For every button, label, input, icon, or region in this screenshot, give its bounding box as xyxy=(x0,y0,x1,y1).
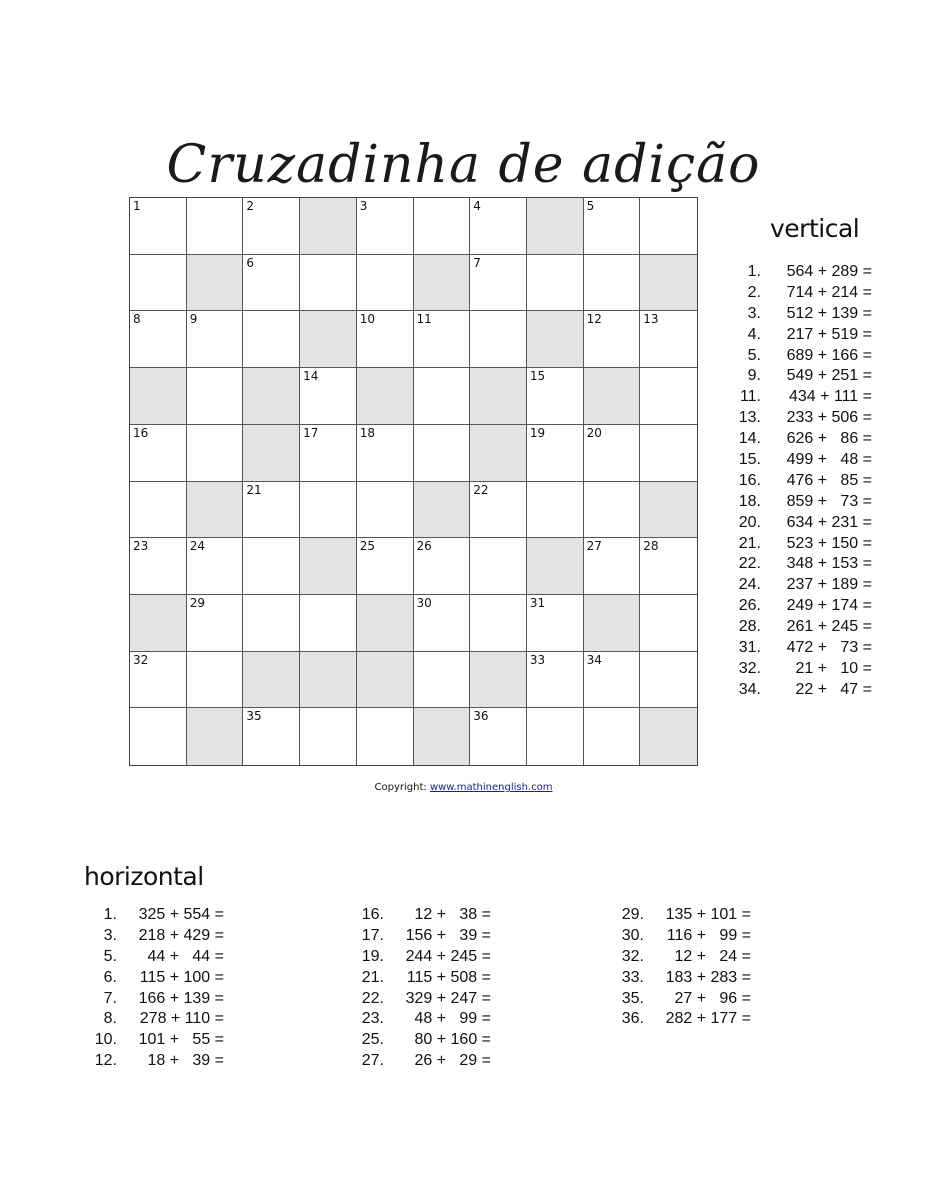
clue-number: 16. xyxy=(738,471,761,489)
vertical-clue-list xyxy=(727,262,872,701)
grid-cell[interactable] xyxy=(584,482,641,539)
clue-expression: 183 + 283 = xyxy=(665,968,751,986)
grid-cell[interactable] xyxy=(527,652,584,709)
copyright-line xyxy=(0,782,927,793)
clue-number: 2. xyxy=(747,283,761,301)
cell-number: 28 xyxy=(643,539,659,554)
grid-block-cell xyxy=(470,652,527,709)
grid-block-cell xyxy=(357,368,414,425)
cell-number: 33 xyxy=(529,652,546,667)
clue-number: 32. xyxy=(621,947,644,965)
grid-cell[interactable] xyxy=(584,425,641,482)
clue-item xyxy=(727,638,872,659)
cell-number: 7 xyxy=(473,255,481,270)
cell-number: 29 xyxy=(189,595,205,610)
clue-number: 19. xyxy=(361,947,384,965)
clue-expression: 523 + 150 = xyxy=(786,534,872,552)
cell-number: 18 xyxy=(359,425,376,440)
clue-item xyxy=(600,968,751,989)
cell-number: 22 xyxy=(473,482,489,497)
grid-cell[interactable] xyxy=(187,368,244,425)
clue-number: 3. xyxy=(103,926,117,944)
grid-cell[interactable] xyxy=(243,482,300,539)
clue-number: 32. xyxy=(738,659,761,677)
clue-expression: 44 + 44 = xyxy=(147,947,224,965)
crossword-grid xyxy=(129,197,698,766)
clue-item xyxy=(600,905,751,926)
grid-cell[interactable] xyxy=(584,198,641,255)
clue-number: 6. xyxy=(103,968,117,986)
grid-cell[interactable] xyxy=(130,482,187,539)
clue-expression: 278 + 110 = xyxy=(139,1010,224,1028)
clue-number: 9. xyxy=(747,367,761,385)
clue-number: 22. xyxy=(738,555,761,573)
clue-item xyxy=(727,408,872,429)
cell-number: 14 xyxy=(303,369,319,384)
grid-cell[interactable] xyxy=(300,708,357,765)
cell-number: 24 xyxy=(189,539,205,554)
clue-item xyxy=(727,534,872,555)
clue-item xyxy=(73,926,224,947)
clue-item xyxy=(727,680,872,701)
grid-block-cell xyxy=(187,255,244,312)
clue-item xyxy=(600,926,751,947)
grid-block-cell xyxy=(243,425,300,482)
clue-item xyxy=(727,471,872,492)
grid-cell[interactable] xyxy=(527,595,584,652)
clue-number: 20. xyxy=(738,513,761,531)
clue-item xyxy=(727,346,872,367)
clue-expression: 325 + 554 = xyxy=(138,906,224,923)
clue-item xyxy=(727,387,872,408)
copyright-link[interactable]: www.mathinenglish.com xyxy=(429,782,553,793)
clue-item xyxy=(727,596,872,617)
grid-cell[interactable] xyxy=(357,255,414,312)
grid-cell[interactable] xyxy=(357,425,414,482)
clue-item xyxy=(73,947,224,968)
grid-cell[interactable] xyxy=(640,368,697,425)
grid-cell[interactable] xyxy=(584,311,641,368)
grid-cell[interactable] xyxy=(130,708,187,765)
clue-expression: 626 + 86 = xyxy=(786,430,872,448)
cell-number: 8 xyxy=(133,312,141,327)
grid-block-cell xyxy=(130,368,187,425)
grid-cell[interactable] xyxy=(300,255,357,312)
clue-item xyxy=(727,492,872,513)
clue-number: 3. xyxy=(747,304,761,322)
copyright-label: Copyright: xyxy=(374,782,427,793)
clue-expression: 714 + 214 = xyxy=(786,283,872,301)
grid-cell[interactable] xyxy=(243,538,300,595)
grid-block-cell xyxy=(584,595,641,652)
clue-number: 21. xyxy=(738,534,761,552)
cell-number: 26 xyxy=(416,539,432,554)
clue-item xyxy=(340,968,491,989)
grid-cell[interactable] xyxy=(187,538,244,595)
grid-cell[interactable] xyxy=(300,482,357,539)
grid-block-cell xyxy=(130,595,187,652)
grid-block-cell xyxy=(300,311,357,368)
clue-item xyxy=(600,1009,751,1030)
grid-cell[interactable] xyxy=(527,368,584,425)
grid-cell[interactable] xyxy=(470,255,527,312)
cell-number: 10 xyxy=(359,312,376,327)
grid-block-cell xyxy=(527,198,584,255)
cell-number: 17 xyxy=(303,425,319,440)
cell-number: 16 xyxy=(133,425,149,440)
clue-number: 16. xyxy=(361,906,384,923)
cell-number: 6 xyxy=(246,255,255,270)
grid-cell[interactable] xyxy=(357,538,414,595)
clue-expression: 217 + 519 = xyxy=(786,325,872,343)
horizontal-heading: horizontal xyxy=(84,862,204,891)
grid-cell[interactable] xyxy=(640,311,697,368)
cell-number: 35 xyxy=(246,709,262,724)
clue-number: 24. xyxy=(738,576,761,594)
grid-cell[interactable] xyxy=(527,482,584,539)
grid-block-cell xyxy=(470,425,527,482)
grid-cell[interactable] xyxy=(187,311,244,368)
grid-cell[interactable] xyxy=(584,708,641,765)
clue-number: 18. xyxy=(738,492,761,510)
grid-block-cell xyxy=(243,652,300,709)
grid-cell[interactable] xyxy=(243,255,300,312)
cell-number: 36 xyxy=(473,709,489,724)
clue-expression: 156 + 39 = xyxy=(405,926,491,944)
clue-number: 30. xyxy=(621,926,644,944)
grid-cell[interactable] xyxy=(470,538,527,595)
clue-expression: 859 + 73 = xyxy=(786,492,872,510)
clue-expression: 21 + 10 = xyxy=(795,659,872,677)
clue-expression: 499 + 48 = xyxy=(786,451,872,469)
cell-number: 19 xyxy=(529,425,546,440)
grid-cell[interactable] xyxy=(640,425,697,482)
clue-expression: 101 + 55 = xyxy=(138,1031,224,1049)
clue-expression: 282 + 177 = xyxy=(665,1010,751,1028)
clue-number: 33. xyxy=(621,968,644,986)
clue-number: 4. xyxy=(747,325,761,343)
grid-cell[interactable] xyxy=(243,311,300,368)
clue-number: 5. xyxy=(103,947,117,965)
clue-number: 13. xyxy=(738,409,761,427)
clue-expression: 48 + 99 = xyxy=(414,1010,491,1028)
clue-number: 26. xyxy=(738,597,761,615)
grid-cell[interactable] xyxy=(187,198,244,255)
clue-expression: 237 + 189 = xyxy=(786,576,872,594)
cell-number: 32 xyxy=(133,652,149,667)
clue-item xyxy=(600,947,751,968)
grid-cell[interactable] xyxy=(584,652,641,709)
clue-expression: 512 + 139 = xyxy=(786,304,872,322)
clue-expression: 80 + 160 = xyxy=(414,1031,491,1049)
vertical-heading: vertical xyxy=(770,214,860,243)
cell-number: 4 xyxy=(473,199,481,213)
clue-expression: 476 + 85 = xyxy=(786,471,872,489)
clue-number: 36. xyxy=(621,1010,644,1028)
grid-cell[interactable] xyxy=(470,482,527,539)
grid-block-cell xyxy=(414,255,471,312)
clue-item xyxy=(340,926,491,947)
clue-expression: 348 + 153 = xyxy=(786,555,872,573)
clue-number: 5. xyxy=(747,346,761,364)
clue-expression: 27 + 96 = xyxy=(674,989,751,1007)
grid-cell[interactable] xyxy=(640,198,697,255)
clue-item xyxy=(340,947,491,968)
grid-cell[interactable] xyxy=(527,255,584,312)
clue-item xyxy=(73,968,224,989)
grid-block-cell xyxy=(357,595,414,652)
clue-item xyxy=(727,325,872,346)
clue-expression: 26 + 29 = xyxy=(414,1052,491,1070)
grid-cell[interactable] xyxy=(584,255,641,312)
grid-cell[interactable] xyxy=(187,595,244,652)
grid-cell[interactable] xyxy=(640,652,697,709)
grid-cell[interactable] xyxy=(187,425,244,482)
grid-cell[interactable] xyxy=(414,425,471,482)
clue-item xyxy=(727,304,872,325)
clue-item xyxy=(727,283,872,304)
clue-expression: 135 + 101 = xyxy=(665,906,751,923)
grid-block-cell xyxy=(187,482,244,539)
cell-number: 12 xyxy=(586,312,602,327)
cell-number: 30 xyxy=(416,595,432,610)
clue-expression: 472 + 73 = xyxy=(786,639,872,657)
clue-item xyxy=(73,1030,224,1051)
grid-cell[interactable] xyxy=(640,538,697,595)
grid-block-cell xyxy=(300,538,357,595)
cell-number: 13 xyxy=(643,312,659,327)
grid-block-cell xyxy=(243,368,300,425)
clue-expression: 166 + 139 = xyxy=(138,989,224,1007)
cell-number: 1 xyxy=(133,199,141,213)
grid-cell[interactable] xyxy=(130,652,187,709)
grid-block-cell xyxy=(640,708,697,765)
grid-cell[interactable] xyxy=(414,538,471,595)
clue-expression: 634 + 231 = xyxy=(786,513,872,531)
horizontal-clue-list-1 xyxy=(73,905,224,1072)
clue-expression: 249 + 174 = xyxy=(786,597,872,615)
clue-expression: 434 + 111 = xyxy=(788,388,872,406)
grid-cell[interactable] xyxy=(243,198,300,255)
grid-cell[interactable] xyxy=(527,425,584,482)
grid-cell[interactable] xyxy=(357,198,414,255)
clue-number: 34. xyxy=(738,680,761,698)
cell-number: 25 xyxy=(359,539,376,554)
cell-number: 15 xyxy=(529,369,546,384)
clue-item xyxy=(727,554,872,575)
clue-number: 8. xyxy=(103,1010,117,1028)
clue-number: 22. xyxy=(361,989,384,1007)
grid-cell[interactable] xyxy=(414,652,471,709)
clue-number: 21. xyxy=(361,968,384,986)
clue-expression: 329 + 247 = xyxy=(405,989,491,1007)
grid-cell[interactable] xyxy=(357,708,414,765)
clue-number: 28. xyxy=(738,618,761,636)
clue-expression: 22 + 47 = xyxy=(795,680,872,698)
grid-block-cell xyxy=(187,708,244,765)
clue-number: 27. xyxy=(361,1052,384,1070)
grid-block-cell xyxy=(414,708,471,765)
grid-cell[interactable] xyxy=(527,708,584,765)
clue-number: 29. xyxy=(621,906,644,923)
grid-cell[interactable] xyxy=(300,425,357,482)
clue-item xyxy=(73,989,224,1010)
clue-item xyxy=(727,575,872,596)
grid-cell[interactable] xyxy=(470,595,527,652)
grid-cell[interactable] xyxy=(130,538,187,595)
grid-cell[interactable] xyxy=(640,595,697,652)
grid-block-cell xyxy=(640,255,697,312)
grid-cell[interactable] xyxy=(243,595,300,652)
clue-number: 11. xyxy=(739,388,761,406)
clue-expression: 244 + 245 = xyxy=(405,947,491,965)
grid-block-cell xyxy=(527,311,584,368)
clue-expression: 564 + 289 = xyxy=(786,263,872,280)
grid-cell[interactable] xyxy=(130,425,187,482)
clue-expression: 18 + 39 = xyxy=(147,1052,224,1070)
clue-item xyxy=(73,1009,224,1030)
clue-number: 1. xyxy=(747,263,761,280)
clue-item xyxy=(727,659,872,680)
grid-cell[interactable] xyxy=(414,198,471,255)
grid-block-cell xyxy=(300,198,357,255)
grid-block-cell xyxy=(357,652,414,709)
clue-number: 14. xyxy=(738,430,761,448)
cell-number: 21 xyxy=(246,482,262,497)
clue-expression: 233 + 506 = xyxy=(786,409,872,427)
clue-item xyxy=(340,1009,491,1030)
grid-block-cell xyxy=(414,482,471,539)
grid-cell[interactable] xyxy=(243,708,300,765)
clue-item xyxy=(73,905,224,926)
clue-number: 1. xyxy=(103,906,117,923)
cell-number: 27 xyxy=(586,539,602,554)
grid-cell[interactable] xyxy=(357,482,414,539)
grid-block-cell xyxy=(640,482,697,539)
clue-item xyxy=(727,429,872,450)
clue-expression: 12 + 24 = xyxy=(674,947,751,965)
cell-number: 31 xyxy=(529,595,546,610)
clue-expression: 218 + 429 = xyxy=(138,926,224,944)
clue-item xyxy=(73,1051,224,1072)
page-title: Cruzadinha de adição xyxy=(166,134,761,195)
cell-number: 34 xyxy=(586,652,602,667)
cell-number: 9 xyxy=(189,312,198,327)
clue-expression: 115 + 100 = xyxy=(139,968,224,986)
grid-cell[interactable] xyxy=(414,368,471,425)
clue-expression: 549 + 251 = xyxy=(786,367,872,385)
grid-block-cell xyxy=(527,538,584,595)
cell-number: 23 xyxy=(133,539,149,554)
grid-cell[interactable] xyxy=(414,311,471,368)
cell-number: 5 xyxy=(586,199,595,213)
cell-number: 3 xyxy=(359,199,368,213)
clue-item xyxy=(727,262,872,283)
grid-block-cell xyxy=(584,368,641,425)
clue-number: 23. xyxy=(361,1010,384,1028)
clue-item xyxy=(340,1051,491,1072)
grid-cell[interactable] xyxy=(470,708,527,765)
clue-number: 31. xyxy=(738,639,761,657)
horizontal-clue-list-3 xyxy=(600,905,751,1030)
horizontal-clue-list-2 xyxy=(340,905,491,1072)
clue-expression: 261 + 245 = xyxy=(786,618,872,636)
grid-cell[interactable] xyxy=(300,368,357,425)
clue-number: 10. xyxy=(94,1031,117,1049)
cell-number: 2 xyxy=(246,199,255,213)
clue-number: 12. xyxy=(94,1052,117,1070)
grid-cell[interactable] xyxy=(470,198,527,255)
clue-item xyxy=(600,989,751,1010)
clue-number: 17. xyxy=(361,926,384,944)
grid-cell[interactable] xyxy=(130,311,187,368)
grid-cell[interactable] xyxy=(414,595,471,652)
grid-block-cell xyxy=(300,652,357,709)
grid-cell[interactable] xyxy=(584,538,641,595)
grid-cell[interactable] xyxy=(130,198,187,255)
grid-cell[interactable] xyxy=(130,255,187,312)
clue-item xyxy=(340,989,491,1010)
clue-item xyxy=(727,450,872,471)
grid-cell[interactable] xyxy=(470,311,527,368)
clue-item xyxy=(727,513,872,534)
cell-number: 11 xyxy=(416,312,432,327)
clue-number: 35. xyxy=(621,989,644,1007)
grid-cell[interactable] xyxy=(300,595,357,652)
clue-item xyxy=(340,1030,491,1051)
clue-item xyxy=(727,617,872,638)
clue-number: 15. xyxy=(738,451,761,469)
clue-number: 7. xyxy=(103,989,117,1007)
clue-item xyxy=(340,905,491,926)
clue-expression: 12 + 38 = xyxy=(414,906,491,923)
grid-cell[interactable] xyxy=(357,311,414,368)
clue-expression: 115 + 508 = xyxy=(406,968,491,986)
clue-item xyxy=(727,366,872,387)
clue-expression: 116 + 99 = xyxy=(666,926,751,944)
clue-number: 25. xyxy=(361,1031,384,1049)
clue-expression: 689 + 166 = xyxy=(786,346,872,364)
cell-number: 20 xyxy=(586,425,602,440)
grid-cell[interactable] xyxy=(187,652,244,709)
grid-block-cell xyxy=(470,368,527,425)
